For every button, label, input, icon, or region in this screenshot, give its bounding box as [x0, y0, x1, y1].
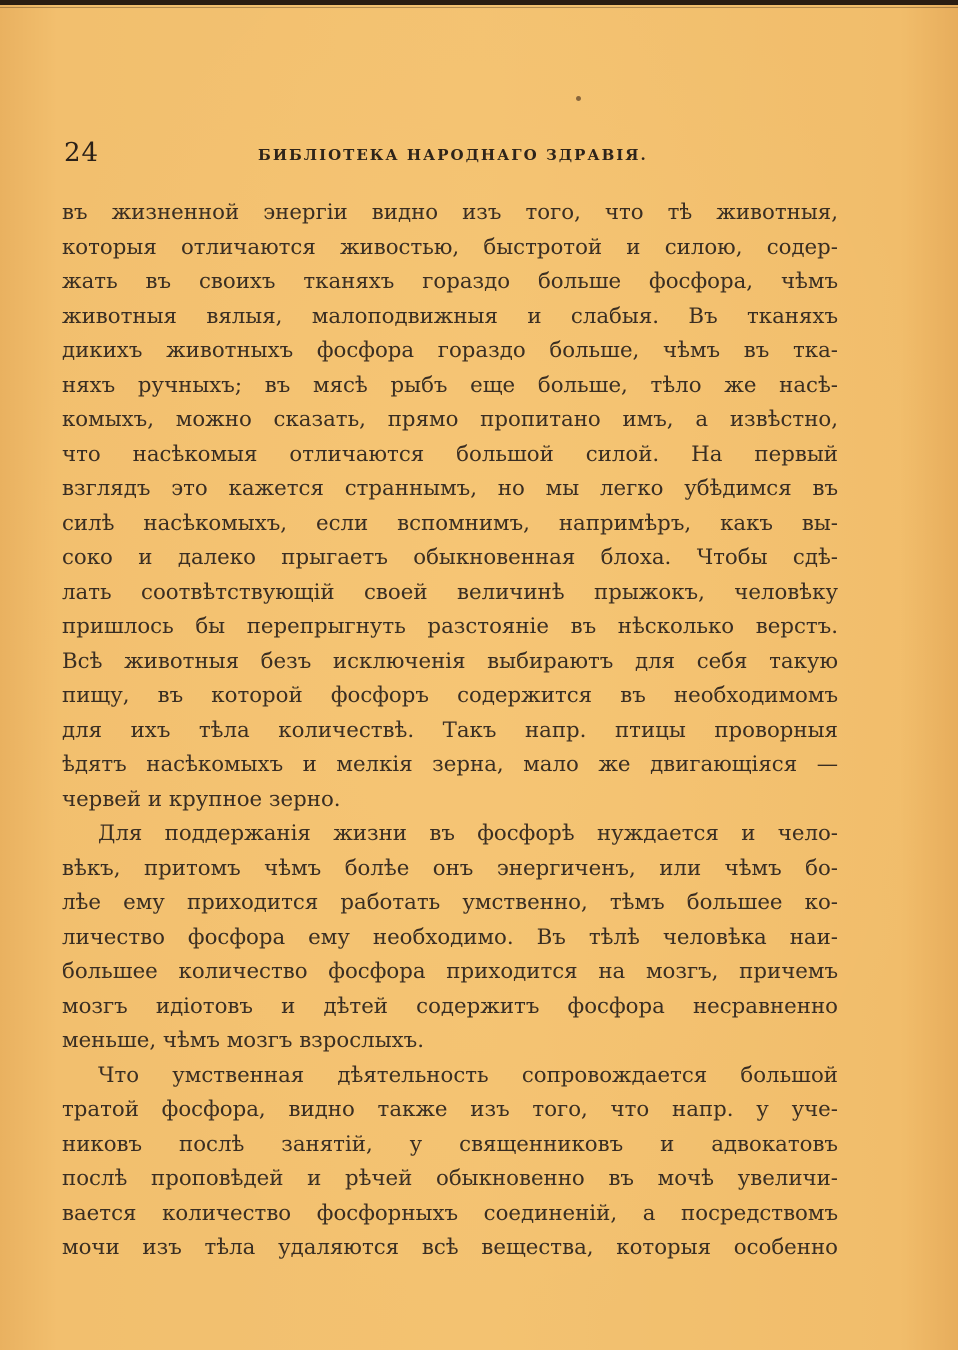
text-line: для ихъ тѣла количествѣ. Такъ напр. птицы проворныя [62, 717, 838, 743]
ink-speck [576, 96, 581, 101]
text-line: Что умственная дѣятельность сопровождается большой [98, 1062, 838, 1088]
body-text [62, 196, 838, 1266]
text-line: пришлось бы перепрыгнуть разстояніе въ нѣсколько верстъ. [62, 614, 838, 639]
text-line: соко и далеко прыгаетъ обыкновенная блоха. Чтобы сдѣ- [62, 545, 838, 570]
text-line: что насѣкомыя отличаются большой силой. На первый [62, 441, 838, 467]
text-line: въ жизненной энергіи видно изъ того, что тѣ животныя, [62, 200, 838, 225]
text-line: силѣ насѣкомыхъ, если вспомнимъ, напримѣръ, какъ вы- [62, 510, 838, 536]
text-line: Для поддержанія жизни въ фосфорѣ нуждается и чело- [98, 821, 838, 846]
text-line: личество фосфора ему необходимо. Въ тѣлѣ человѣка наи- [62, 924, 838, 950]
text-line: няхъ ручныхъ; въ мясѣ рыбъ еще больше, тѣло же насѣ- [62, 372, 838, 398]
top-edge-rule-thin [0, 7, 958, 8]
text-line: вѣкъ, притомъ чѣмъ болѣе онъ энергиченъ, или чѣмъ бо- [62, 855, 838, 881]
text-line: червей и крупное зерно. [62, 786, 341, 812]
text-line: мочи изъ тѣла удаляются всѣ вещества, которыя особенно [62, 1235, 838, 1260]
text-line: большее количество фосфора приходится на мозгъ, причемъ [62, 959, 838, 984]
text-line: меньше, чѣмъ мозгъ взрослыхъ. [62, 1028, 424, 1053]
text-line: пищу, въ которой фосфоръ содержится въ необходимомъ [62, 683, 838, 708]
page-number: 24 [64, 138, 100, 168]
text-line: лѣе ему приходится работать умственно, тѣмъ большее ко- [62, 890, 838, 915]
text-line: ѣдятъ насѣкомыхъ и мелкія зерна, мало же двигающіяся — [62, 752, 838, 777]
text-line: дикихъ животныхъ фосфора гораздо больше, чѣмъ въ тка- [62, 338, 838, 363]
text-line: жать въ своихъ тканяхъ гораздо больше фосфора, чѣмъ [62, 269, 838, 294]
text-line: взглядъ это кажется страннымъ, но мы легко убѣдимся въ [62, 476, 838, 501]
text-line: послѣ проповѣдей и рѣчей обыкновенно въ мочѣ увеличи- [62, 1166, 838, 1191]
text-line: лать соотвѣтствующій своей величинѣ прыжокъ, человѣку [62, 579, 838, 605]
text-line: мозгъ идіотовъ и дѣтей содержитъ фосфора несравненно [62, 993, 838, 1019]
text-line: комыхъ, можно сказать, прямо пропитано имъ, а извѣстно, [62, 407, 838, 432]
running-title: БИБЛІОТЕКА НАРОДНАГО ЗДРАВІЯ. [258, 146, 648, 164]
text-line: которыя отличаются живостью, быстротой и силою, содер- [62, 234, 838, 260]
text-line: тратой фосфора, видно также изъ того, что напр. у уче- [62, 1097, 838, 1122]
text-line: животныя вялыя, малоподвижныя и слабыя. Въ тканяхъ [62, 303, 838, 329]
top-edge-rule [0, 0, 958, 5]
text-line: Всѣ животныя безъ исключенія выбираютъ для себя такую [62, 648, 838, 674]
text-line: вается количество фосфорныхъ соединеній, а посредствомъ [62, 1200, 838, 1226]
text-line: никовъ послѣ занятій, у священниковъ и адвокатовъ [62, 1131, 838, 1157]
